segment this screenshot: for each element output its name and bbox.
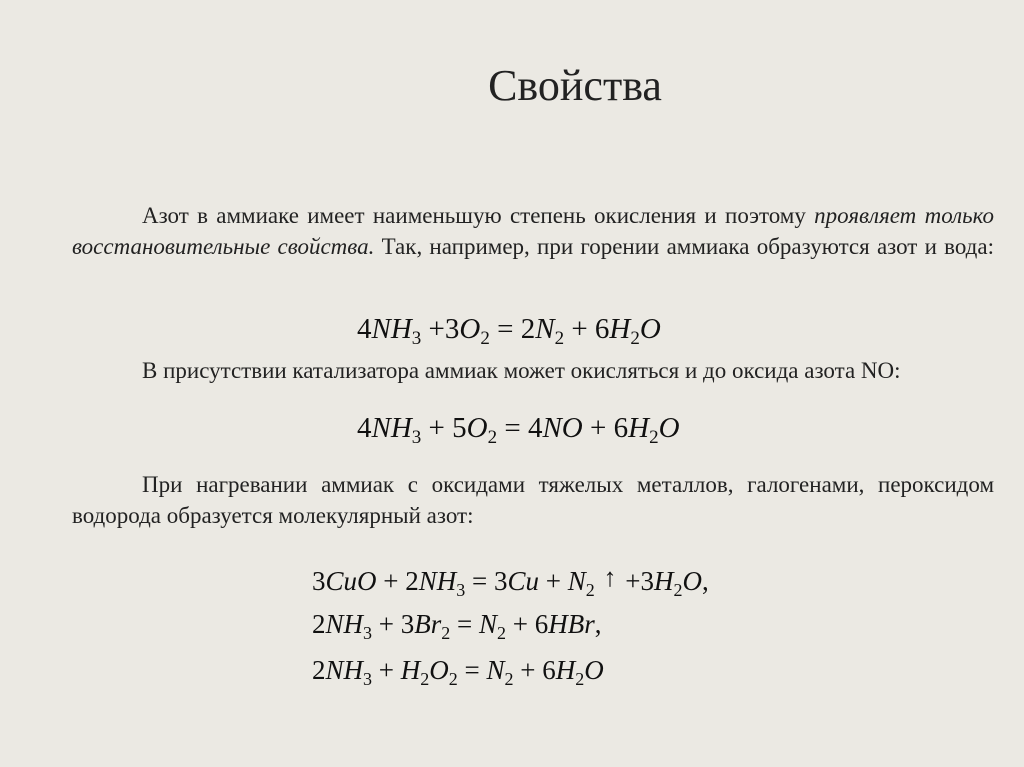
paragraph-1-text-b: Так, например, при горении аммиака образуются азот и вода: <box>374 234 994 259</box>
equation-3: $3CuO + 2NH_3 = 3Cu + N_2$ ↑ $+3H_2O$, <box>312 555 709 601</box>
up-arrow-icon: ↑ <box>603 563 617 592</box>
equation-1: $4NH_3 +3O_2 = 2N_2 + 6H_2O$ <box>357 313 661 349</box>
equation-4: $2NH_3 + 3Br_2 = N_2 + 6HBr$, <box>312 609 602 643</box>
paragraph-1 <box>72 200 994 262</box>
paragraph-1-text-a: Азот в аммиаке имеет наименьшую степень окисления и поэтому <box>142 203 806 228</box>
paragraph-1-italic: проявляет только восстановительные свойства. <box>72 203 994 259</box>
equation-group <box>312 555 709 693</box>
slide-title: Свойства <box>488 61 662 110</box>
equation-5: $2NH_3 + H_2O_2 = N_2 + 6H_2O$ <box>312 655 604 689</box>
paragraph-3-text: При нагревании аммиак с оксидами тяжелых металлов, галогенами, пероксидом водорода образуется молекулярный азот: <box>72 472 994 528</box>
paragraph-2 <box>72 355 994 386</box>
paragraph-2-text: В присутствии катализатора аммиак может окисляться и до оксида азота NO: <box>142 358 901 383</box>
paragraph-3 <box>72 469 994 531</box>
equation-2: $4NH_3 + 5O_2 = 4NO + 6H_2O$ <box>357 412 680 448</box>
